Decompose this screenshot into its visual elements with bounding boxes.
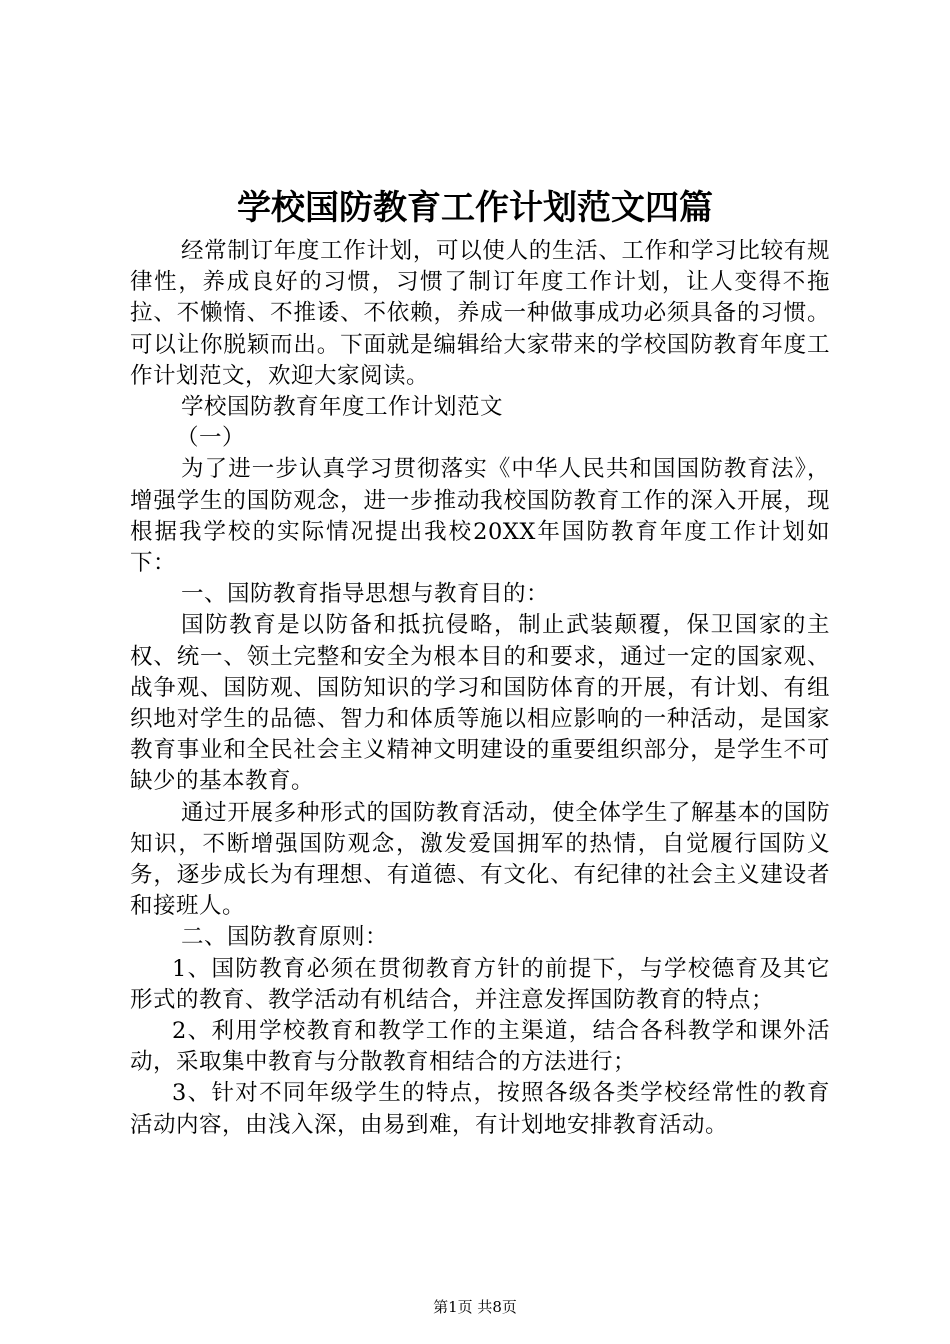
subsection-heading: 一、国防教育指导思想与教育目的：	[181, 581, 550, 608]
body-paragraph: 为了进一步认真学习贯彻落实《中华人民共和国国防教育法》，增强学生的国防观念，进一步推动我校国防教育工作的深入开展，现根据我学校的实际情况提出我校20XX年国防教育年度工作计划如下：	[130, 456, 830, 577]
part-number: （一）	[176, 425, 246, 452]
list-item: 2、利用学校教育和教学工作的主渠道，结合各科教学和课外活动，采取集中教育与分散教育相结合的方法进行；	[130, 1018, 830, 1076]
body-paragraph: 国防教育是以防备和抵抗侵略，制止武装颠覆，保卫国家的主权、统一、领土完整和安全为根本目的和要求，通过一定的国家观、战争观、国防观、国防知识的学习和国防体育的开展，有计划、有组织地对学生的品德、智力和体质等施以相应影响的一种活动，是国家教育事业和全民社会主义精神文明建设的重要组织部分，是学生不可缺少的基本教育。	[130, 612, 830, 795]
body-paragraph: 通过开展多种形式的国防教育活动，使全体学生了解基本的国防知识，不断增强国防观念，激发爱国拥军的热情，自觉履行国防义务，逐步成长为有理想、有道德、有文化、有纪律的社会主义建设者和接班人。	[130, 799, 830, 920]
document-body	[130, 236, 830, 1141]
subsection-heading: 二、国防教育原则：	[181, 924, 389, 951]
list-item: 1、国防教育必须在贯彻教育方针的前提下，与学校德育及其它形式的教育、教学活动有机结合，并注意发挥国防教育的特点；	[130, 955, 830, 1013]
document-title: 学校国防教育工作计划范文四篇	[237, 188, 713, 228]
page-footer: 第1页 共8页	[433, 1298, 517, 1316]
list-item: 3、针对不同年级学生的特点，按照各级各类学校经常性的教育活动内容，由浅入深，由易到难，有计划地安排教育活动。	[130, 1080, 830, 1138]
intro-paragraph: 经常制订年度工作计划，可以使人的生活、工作和学习比较有规律性，养成良好的习惯，习惯了制订年度工作计划，让人变得不拖拉、不懒惰、不推诿、不依赖，养成一种做事成功必须具备的习惯。可以让你脱颖而出。下面就是编辑给大家带来的学校国防教育年度工作计划范文，欢迎大家阅读。	[130, 238, 830, 389]
section-heading: 学校国防教育年度工作计划范文	[181, 394, 504, 421]
